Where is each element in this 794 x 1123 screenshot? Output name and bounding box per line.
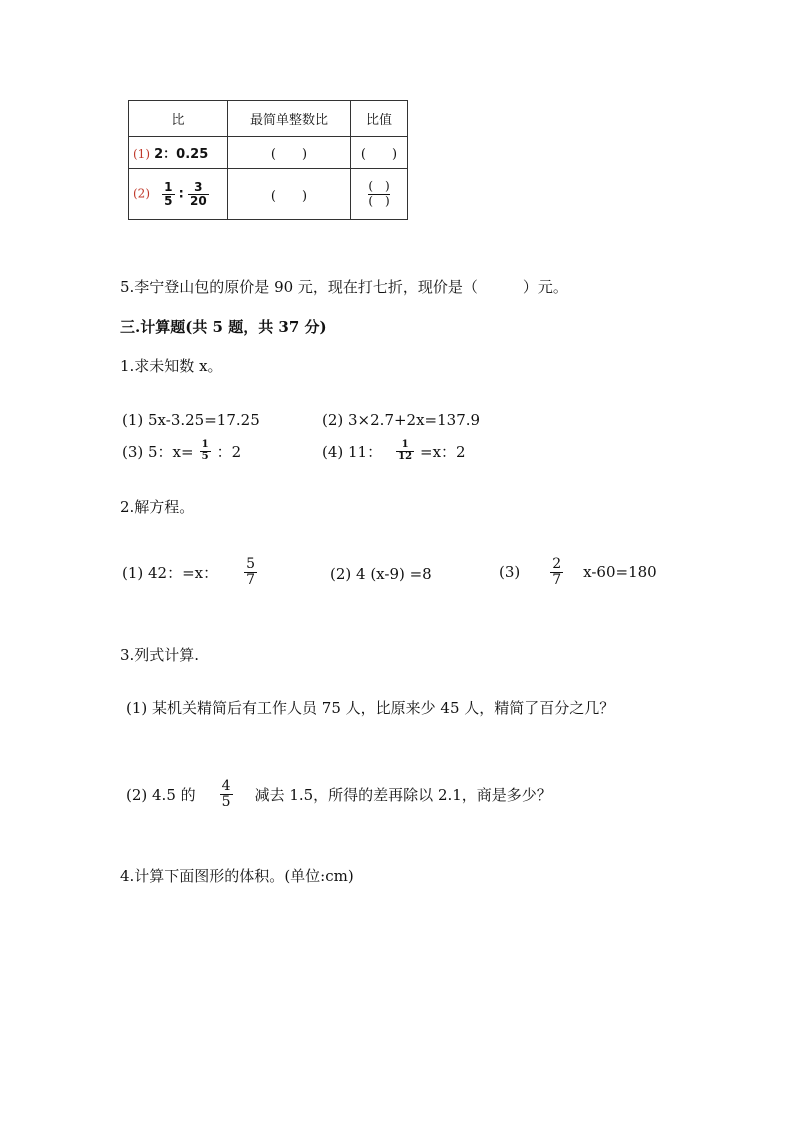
q1-part3-suffix: ：2 — [216, 442, 242, 461]
header-ratio-value: 比值 — [351, 101, 408, 137]
denominator: 7 — [246, 571, 256, 588]
numerator: 3 — [194, 179, 203, 194]
row1-value-blank: ( ) — [351, 137, 408, 169]
q2-part1-fraction — [244, 557, 257, 587]
q2-part3-prefix: (3) — [499, 563, 521, 582]
numerator: 5 — [246, 556, 256, 572]
row1-simplest-blank: ( ) — [228, 137, 351, 169]
table-row — [129, 137, 408, 169]
q1-part4-prefix: (4) 11： — [322, 442, 383, 461]
table-row — [129, 169, 408, 220]
q3-part2-suffix: 减去 1.5，所得的差再除以 2.1，商是多少？ — [254, 785, 552, 804]
q2-part3-fraction — [550, 557, 563, 587]
q2-part2: (2) 4 (x-9) =8 — [330, 565, 432, 583]
row2-value-blank — [351, 169, 408, 220]
row2-ratio-cell — [129, 169, 228, 220]
numerator: 4 — [221, 778, 231, 794]
q2-part3-suffix: x-60=180 — [583, 563, 657, 582]
q1-part3 — [122, 440, 241, 462]
q1-title: 1.求未知数 x。 — [120, 357, 223, 375]
q1-part3-fraction — [200, 440, 211, 462]
header-simplest-ratio: 最简单整数比 — [228, 101, 351, 137]
ratio-table — [128, 100, 408, 220]
numerator: 2 — [552, 556, 562, 572]
row1-label: (1) — [133, 147, 150, 161]
q2-part1-prefix: (1) 42：=x： — [122, 563, 219, 582]
numerator: 1 — [164, 179, 173, 194]
row1-expr: 2：0.25 — [154, 147, 209, 162]
denominator: 5 — [221, 793, 231, 810]
row2-label: (2) — [133, 186, 150, 201]
denominator: 5 — [164, 193, 173, 208]
q1-part4-suffix: =x：2 — [420, 442, 466, 461]
q2-title: 2.解方程。 — [120, 498, 195, 516]
q3-part1: (1) 某机关精简后有工作人员 75 人，比原来少 45 人，精简了百分之几？ — [126, 699, 615, 717]
row1-ratio-cell — [129, 137, 228, 169]
numerator: ( ) — [368, 179, 390, 194]
row2-fraction-a — [162, 181, 174, 207]
question-5: 5.李宁登山包的原价是 90 元，现在打七折，现价是（ ）元。 — [120, 278, 568, 296]
denominator: 12 — [398, 450, 413, 462]
denominator: 7 — [552, 571, 562, 588]
numerator: 1 — [401, 439, 409, 450]
q1-part1: (1) 5x-3.25=17.25 — [122, 411, 260, 429]
table-header-row — [129, 101, 408, 137]
q4-title: 4.计算下面图形的体积。(单位:cm) — [120, 867, 354, 885]
row2-fraction-b — [188, 181, 209, 207]
numerator: 1 — [201, 439, 209, 450]
q2-part3 — [499, 557, 657, 587]
denominator: 20 — [189, 193, 207, 208]
denominator: ( ) — [368, 194, 390, 208]
row2-simplest-blank: ( ) — [228, 169, 351, 220]
q1-part4 — [322, 440, 466, 462]
q2-part1 — [122, 557, 257, 587]
q3-part2-prefix: (2) 4.5 的 — [126, 785, 196, 804]
row2-colon: : — [178, 186, 184, 202]
q3-part2-fraction — [220, 779, 233, 809]
header-ratio: 比 — [129, 101, 228, 137]
q1-part4-fraction — [396, 440, 414, 462]
q1-part2: (2) 3×2.7+2x=137.9 — [322, 411, 481, 429]
denominator: 5 — [201, 450, 209, 462]
row2-value-fraction — [368, 180, 389, 209]
q3-title: 3.列式计算. — [120, 646, 200, 664]
q3-part2 — [126, 779, 552, 809]
q1-part3-prefix: (3) 5：x= — [122, 442, 194, 461]
section-3-heading: 三.计算题(共 5 题，共 37 分) — [120, 318, 327, 336]
